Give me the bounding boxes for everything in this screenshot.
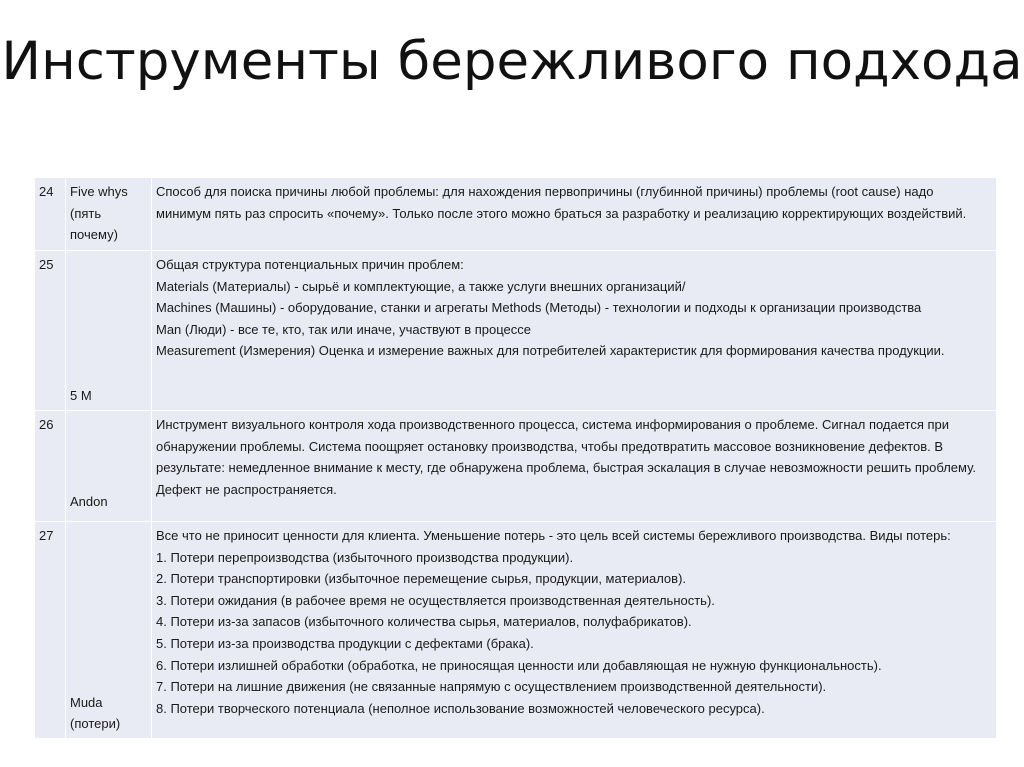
- table-row: [35, 251, 997, 411]
- description-line: 8. Потери творческого потенциала (неполное использование возможностей человеческого ресурса).: [156, 700, 765, 716]
- description-line: 2. Потери транспортировки (избыточное перемещение сырья, продукции, материалов).: [156, 571, 687, 587]
- tool-name: Andon: [66, 411, 152, 522]
- description-line: 7. Потери на лишние движения (не связанные напрямую с осуществлением производственной деятельности).: [156, 679, 827, 695]
- description-line: Materials (Материалы) - сырьё и комплектующие, а также услуги внешних организаций/: [156, 278, 686, 294]
- description-line: Measurement (Измерения) Оценка и измерение важных для потребителей характеристик для формирования качества продукции.: [156, 343, 945, 359]
- table-row: [35, 178, 997, 251]
- table-row: [35, 522, 997, 739]
- tool-description: [152, 522, 997, 739]
- row-number: 26: [35, 411, 66, 522]
- tool-name: Muda (потери): [66, 522, 152, 739]
- description-line: Все что не приносит ценности для клиента. Уменьшение потерь - это цель всей системы бережливого производства. Виды потерь:: [156, 528, 951, 543]
- slide-title: Инструменты бережливого подхода: [1, 31, 1023, 92]
- lean-tools-table: [34, 177, 997, 739]
- row-number: 27: [35, 522, 66, 739]
- description-line: Man (Люди) - все те, кто, так или иначе, участвуют в процессе: [156, 321, 531, 337]
- description-line: 3. Потери ожидания (в рабочее время не осуществляется производственная деятельность).: [156, 592, 715, 608]
- tool-name: 5 M: [66, 251, 152, 411]
- row-number: 25: [35, 251, 66, 411]
- description-line: 1. Потери перепроизводства (избыточного производства продукции).: [156, 549, 574, 565]
- description-line: 4. Потери из-за запасов (избыточного количества сырья, материалов, полуфабрикатов).: [156, 614, 692, 630]
- description-line: 5. Потери из-за производства продукции с дефектами (брака).: [156, 635, 534, 651]
- row-number: 24: [35, 178, 66, 251]
- tool-description: [152, 251, 997, 411]
- table-row: [35, 411, 997, 522]
- description-line: Общая структура потенциальных причин проблем:: [156, 257, 464, 272]
- tool-description: Способ для поиска причины любой проблемы: для нахождения первопричины (глубинной причины) проблемы (root cause) надо минимум пять раз спросить «почему». Только после этого можно браться за разработку и реализацию корректирующих воздействий.: [152, 178, 997, 251]
- tool-description: Инструмент визуального контроля хода производственного процесса, система информирования о проблеме. Сигнал подается при обнаружении проблемы. Система поощряет остановку производства, чтобы предотвратить массовое возникновение дефектов. В результате: немедленное внимание к месту, где обнаружена проблема, быстрая эскалация в случае невозможности решить проблему. Дефект не распространяется.: [152, 411, 997, 522]
- description-line: Machines (Машины) - оборудование, станки и агрегаты Methods (Методы) - технологии и подходы к организации производства: [156, 300, 922, 316]
- description-line: 6. Потери излишней обработки (обработка, не приносящая ценности или добавляющая не нужную функциональность).: [156, 657, 882, 673]
- tool-name: Five whys (пять почему): [66, 178, 152, 251]
